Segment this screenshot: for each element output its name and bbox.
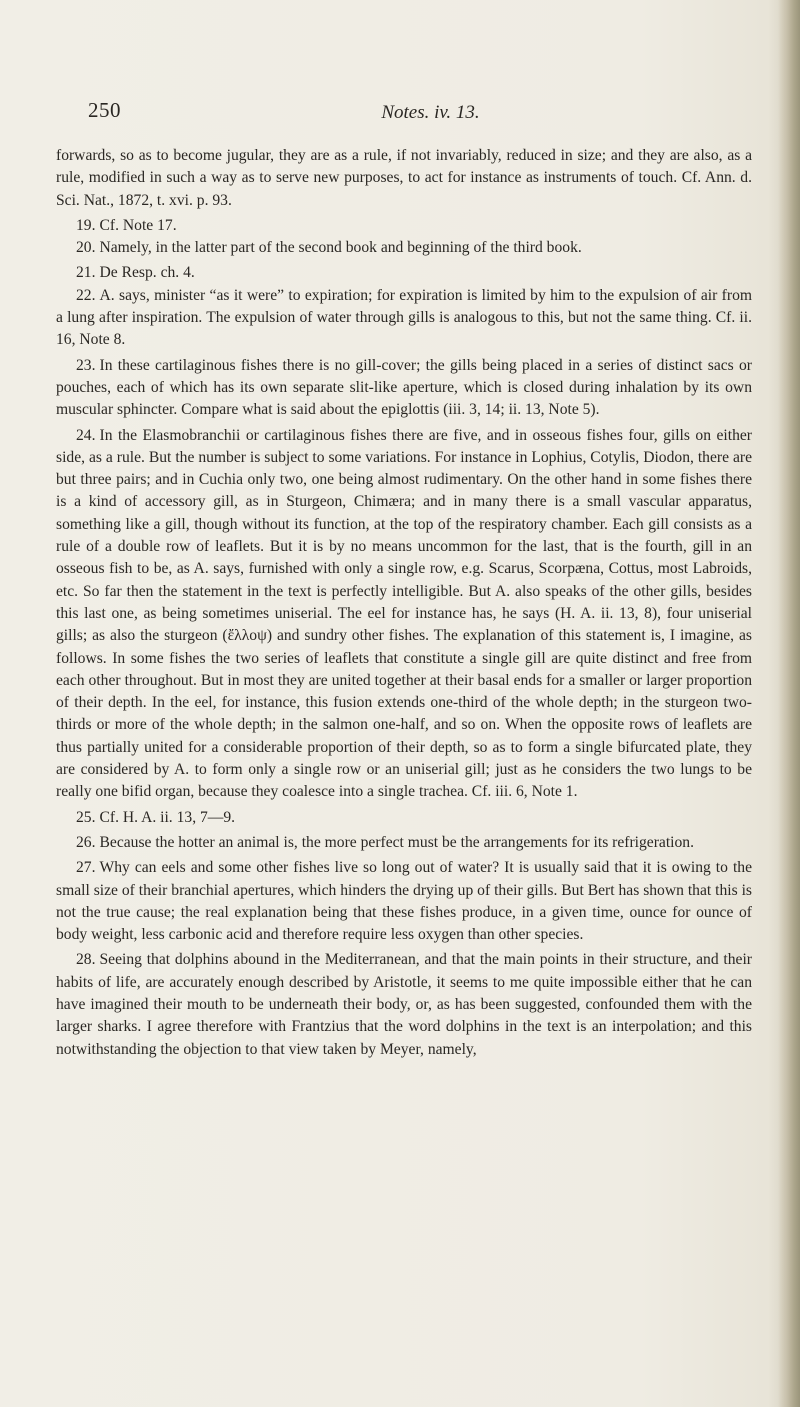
note-text: forwards, so as to become jugular, they are as a rule, if not invariably, reduced in size; and they are also, as a rule, modified in such a way as to serve new purposes, to act for instance as instruments of touch. Cf. Ann. d. Sci. Nat., 1872, t. xvi. p. 93. <box>56 147 752 209</box>
page-header <box>88 98 728 124</box>
note-text: Seeing that dolphins abound in the Mediterranean, and that the main points in their structure, and their habits of life, are accurately enough described by Aristotle, it seems to me quite impossible either that he can have imagined their mouth to be underneath their body, or, as has been suggested, confounded them with the larger sharks. I agree therefore with Frantzius that the word dolphins in the text is an interpolation; and this notwithstanding the objection to that view taken by Meyer, namely, <box>56 951 752 1058</box>
note-28 <box>56 949 752 1060</box>
note-number: 21. <box>76 264 96 282</box>
note-number: 23. <box>76 356 96 374</box>
note-20 <box>56 237 752 259</box>
note-number: 22. <box>76 286 96 304</box>
note-text: De Resp. ch. 4. <box>99 264 195 282</box>
note-21 <box>56 262 752 284</box>
note-text: In these cartilaginous fishes there is no gill-cover; the gills being placed in a series of distinct sacs or pouches, each of which has its own separate slit-like aperture, which is closed during inhalation by its own muscular sphincter. Compare what is said about the epiglottis (iii. 3, 14; ii. 13, Note 5). <box>56 356 752 419</box>
note-text: Namely, in the latter part of the second book and beginning of the third book. <box>99 239 582 257</box>
note-continuation <box>56 145 752 212</box>
note-text: Cf. Note 17. <box>99 216 177 234</box>
notes-body <box>56 145 752 1064</box>
note-number: 28. <box>76 951 96 969</box>
note-19 <box>56 215 752 237</box>
note-number: 19. <box>76 216 96 234</box>
note-text: Cf. H. A. ii. 13, 7—9. <box>99 808 236 826</box>
note-number: 27. <box>76 859 96 877</box>
note-27 <box>56 857 752 946</box>
running-head: Notes. iv. 13. <box>381 102 480 123</box>
note-number: 26. <box>76 833 96 851</box>
note-text: In the Elasmobranchii or cartilaginous fishes there are five, and in osseous fishes four, gills on either side, as a rule. But the number is subject to some variations. For instance in Lophius, Cotylis, Diodon, there are but three pairs; and in Cuchia only two, one being almost rudimentary. On the other hand in some fishes there is a kind of accessory gill, as in Sturgeon, Chimæra; and in many there is a small vascular apparatus, something like a gill, though without its function, at the top of the respiratory chamber. Each gill consists as a rule of a double row of leaflets. But it is by no means uncommon for the last, that is the fourth, gill in an osseous fish to be, as A. says, furnished with only a single row, e.g. Scarus, Scorpæna, Cottus, most Labroids, etc. So far then the statement in the text is perfectly intelligible. But A. also speaks of the other gills, besides this last one, as being sometimes uniserial. The eel for instance has, he says (H. A. ii. 13, 8), four uniserial gills; as also the sturgeon (ἔλλοψ) and sundry other fishes. The explanation of this statement is, I imagine, as follows. In some fishes the two series of leaflets that constitute a single gill are quite distinct and free from each other throughout. But in most they are united together at their basal ends for a smaller or larger proportion of their depth. In the eel, for instance, this fusion extends one-third of the whole depth; in the sturgeon two-thirds or more of the whole depth; in the salmon one-half, and so on. When the opposite rows of leaflets are thus partially united for a considerable proportion of their depth, so as to form a single bifurcated plate, they are considered by A. to form only a single row or an uniserial gill; just as he considers the two lungs to be really one bifid organ, because they coalesce into a single trachea. Cf. iii. 6, Note 1. <box>56 426 752 801</box>
note-text: Why can eels and some other fishes live so long out of water? It is usually said that it is owing to the small size of their branchial apertures, which hinders the drying up of their gills. But Bert has shown that this is not the true cause; the real explanation being that these fishes produce, in a given time, ounce for ounce of body weight, less carbonic acid and therefore require less oxygen than other species. <box>56 859 752 944</box>
note-25 <box>56 807 752 829</box>
page-edge-shadow <box>778 0 800 1407</box>
note-number: 24. <box>76 426 96 444</box>
note-text: A. says, minister “as it were” to expiration; for expiration is limited by him to the expulsion of air from a lung after inspiration. The expulsion of water through gills is analogous to this, but not the same thing. Cf. ii. 16, Note 8. <box>56 286 752 349</box>
note-number: 20. <box>76 239 96 257</box>
note-24 <box>56 425 752 804</box>
note-22 <box>56 285 752 352</box>
note-number: 25. <box>76 808 96 826</box>
note-text: Because the hotter an animal is, the more perfect must be the arrangements for its refrigeration. <box>99 833 694 851</box>
note-26 <box>56 832 752 854</box>
note-23 <box>56 355 752 422</box>
page-number: 250 <box>88 98 121 122</box>
